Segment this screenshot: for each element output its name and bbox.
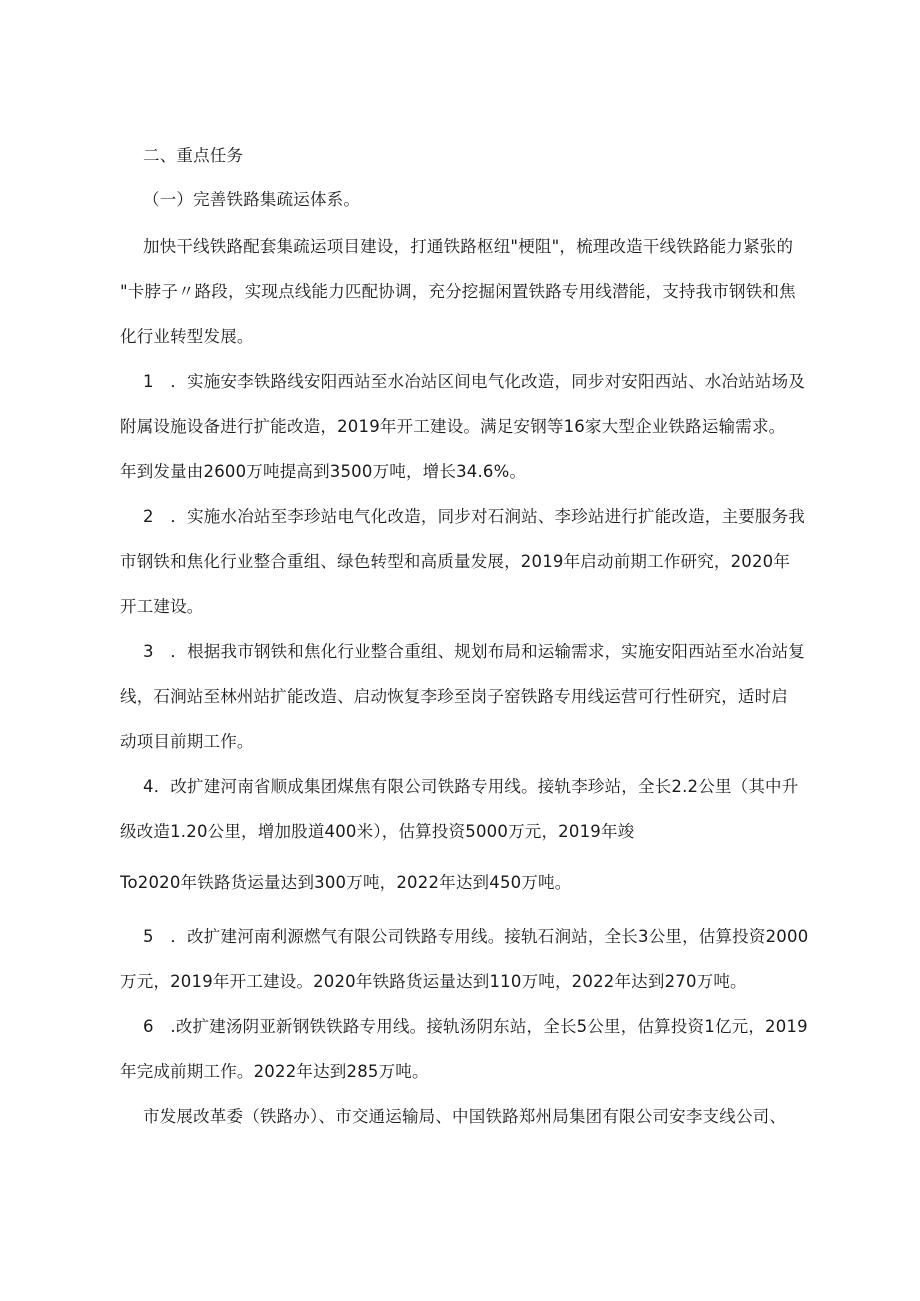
paragraph-line: 1 ．实施安李铁路线安阳西站至水冶站区间电气化改造，同步对安阳西站、水冶站站场及 [143,372,805,391]
paragraph-line: 附属设施设备进行扩能改造，2019年开工建设。满足安钢等16家大型企业铁路运输需求。 [120,417,786,436]
paragraph-line: To2020年铁路货运量达到300万吨，2022年达到450万吨。 [120,873,572,892]
paragraph-line: 化行业转型发展。 [120,327,254,346]
paragraph-line: 年到发量由2600万吨提高到3500万吨，增长34.6%。 [120,462,527,481]
paragraph-line: 加快干线铁路配套集疏运项目建设，打通铁路枢纽"梗阻"，梳理改造干线铁路能力紧张的 [143,237,794,256]
paragraph-line: 6 .改扩建汤阴亚新钢铁铁路专用线。接轨汤阴东站，全长5公里，估算投资1亿元，2019 [143,1017,808,1036]
paragraph-line: "卡脖子〃路段，实现点线能力匹配协调，充分挖掘闲置铁路专用线潜能，支持我市钢铁和焦 [120,282,796,301]
paragraph-line: 开工建设。 [120,597,204,616]
paragraph-line: 年完成前期工作。2022年达到285万吨。 [120,1062,429,1081]
paragraph-line: 3 ．根据我市钢铁和焦化行业整合重组、规划布局和运输需求，实施安阳西站至水冶站复 [143,642,805,661]
paragraph-line: 5 ．改扩建河南利源燃气有限公司铁路专用线。接轨石涧站，全长3公里，估算投资2000 [143,927,809,946]
paragraph-line: 级改造1.20公里，增加股道400米），估算投资5000万元，2019年竣 [120,822,635,841]
paragraph-line: 市钢铁和焦化行业整合重组、绿色转型和高质量发展，2019年启动前期工作研究，2020年 [120,552,791,571]
paragraph-line: 2 ．实施水冶站至李珍站电气化改造，同步对石涧站、李珍站进行扩能改造，主要服务我 [143,507,805,526]
section-heading: 二、重点任务 [143,146,244,165]
paragraph-line: 4．改扩建河南省顺成集团煤焦有限公司铁路专用线。接轨李珍站，全长2.2公里（其中升 [143,777,799,796]
paragraph-line: 万元，2019年开工建设。2020年铁路货运量达到110万吨，2022年达到270万吨。 [120,972,747,991]
responsible-units-line: 市发展改革委（铁路办）、市交通运输局、中国铁路郑州局集团有限公司安李支线公司、 [143,1107,787,1126]
paragraph-line: 线，石涧站至林州站扩能改造、启动恢复李珍至岗子窑铁路专用线运营可行性研究，适时启 [120,687,788,706]
subsection-heading: （一）完善铁路集疏运体系。 [143,190,361,209]
paragraph-line: 动项目前期工作。 [120,732,254,751]
